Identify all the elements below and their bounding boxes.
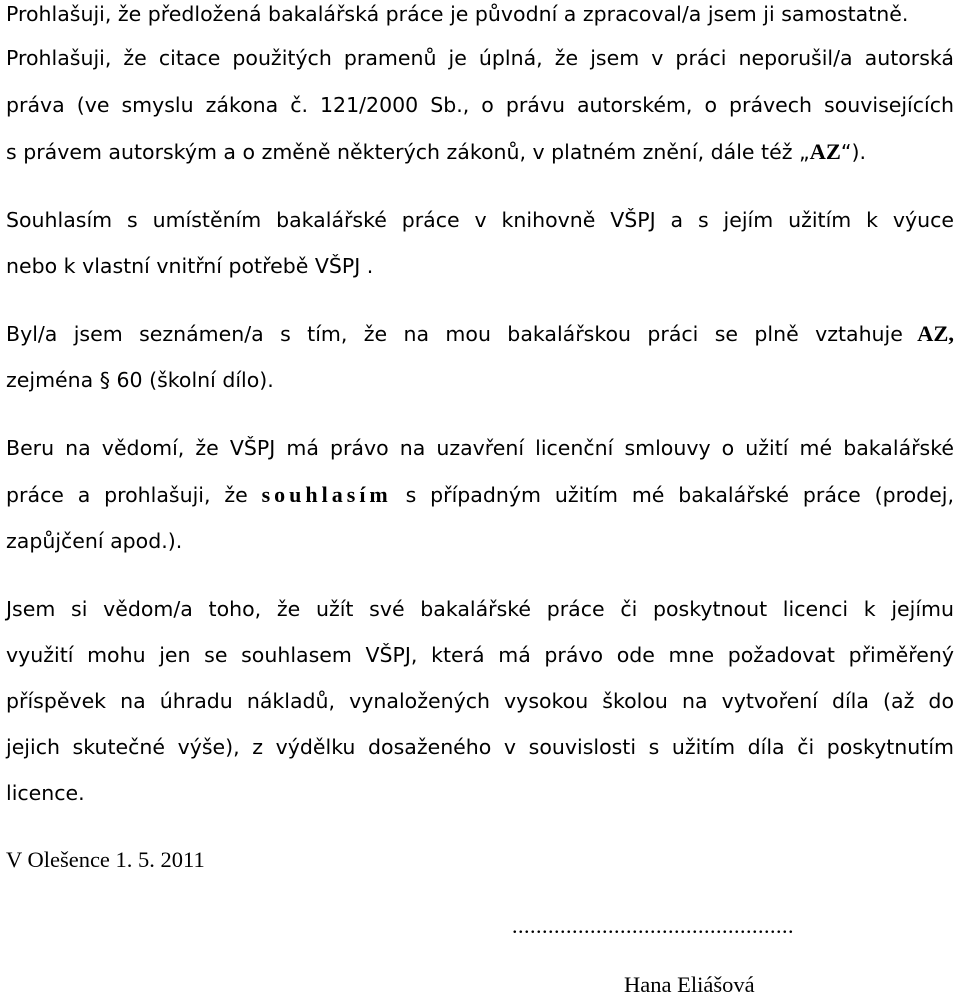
text: , o právu autorském, o právech souvisejících (462, 93, 954, 117)
text: práce a prohlašuji, že (6, 483, 248, 507)
paragraph-4-line-2 (6, 481, 954, 509)
text: Souhlasím s umístěním bakalářské práce v knihovně VŠPJ a s jejím užitím k výuce (6, 208, 954, 232)
text: “). (840, 140, 867, 164)
text: práva (ve smyslu zákona č. 121/2000 Sb. (6, 93, 463, 117)
text: Beru na vědomí, že VŠPJ má právo na uzavření licenční smlouvy o užití mé bakalářské (6, 436, 954, 460)
paragraph-1-line-4 (6, 138, 866, 166)
souhlasim-emphasis: souhlasím (261, 482, 392, 507)
paragraph-1-line-1 (6, 0, 908, 28)
text: zejména § 60 (školní dílo). (6, 368, 274, 392)
paragraph-5-line-2 (6, 641, 954, 669)
paragraph-4-line-3 (6, 527, 182, 555)
signature-name: Hana Eliášová (624, 972, 755, 997)
paragraph-1-line-2 (6, 44, 954, 72)
paragraph-5-line-3 (6, 687, 954, 715)
text: Jsem si vědom/a toho, že užít své bakalářské práce či poskytnout licenci k jejímu (6, 597, 954, 621)
text: zapůjčení apod.). (6, 529, 183, 553)
text: s právem autorským a o změně některých zákonů, v platném znění, dále též „ (6, 140, 810, 164)
paragraph-5-line-1 (6, 595, 954, 623)
text: s případným užitím mé bakalářské práce (prodej, (405, 483, 954, 507)
paragraph-5-line-4 (6, 733, 954, 761)
text: Prohlašuji, že citace použitých pramenů je úplná, že jsem v práci neporušil/a autorská (6, 46, 954, 70)
text: příspěvek na úhradu nákladů, vynaložených vysokou školou na vytvoření díla (až do (6, 689, 954, 713)
signature-line: ............................................... (512, 913, 794, 938)
text: Prohlašuji, že předložená bakalářská práce je původní a zpracoval/a jsem ji samostatně. (6, 2, 909, 26)
paragraph-4-line-1 (6, 434, 954, 462)
az-abbreviation: AZ (809, 139, 841, 164)
paragraph-1-line-3 (6, 91, 954, 119)
paragraph-3-line-1 (6, 320, 954, 348)
text: V Olešence 1. 5. 2011 (6, 847, 205, 872)
text: . (360, 254, 374, 278)
paragraph-2-line-2 (6, 252, 373, 280)
paragraph-5-line-5 (6, 779, 85, 807)
text: využití mohu jen se souhlasem VŠPJ, která má právo ode mne požadovat přiměřený (6, 643, 954, 667)
place-and-date (6, 846, 205, 874)
text: licence. (6, 781, 85, 805)
az-abbreviation: AZ, (902, 321, 954, 346)
paragraph-3-line-2 (6, 366, 274, 394)
paragraph-2-line-1 (6, 206, 954, 234)
text: Byl/a jsem seznámen/a s tím, že na mou bakalářskou práci se plně vztahuje (6, 322, 903, 346)
text: nebo k vlastní vnitřní potřebě VŠPJ (6, 254, 361, 278)
text: jejich skutečné výše), z výdělku dosaženého v souvislosti s užitím díla či poskytnutím (6, 735, 954, 759)
